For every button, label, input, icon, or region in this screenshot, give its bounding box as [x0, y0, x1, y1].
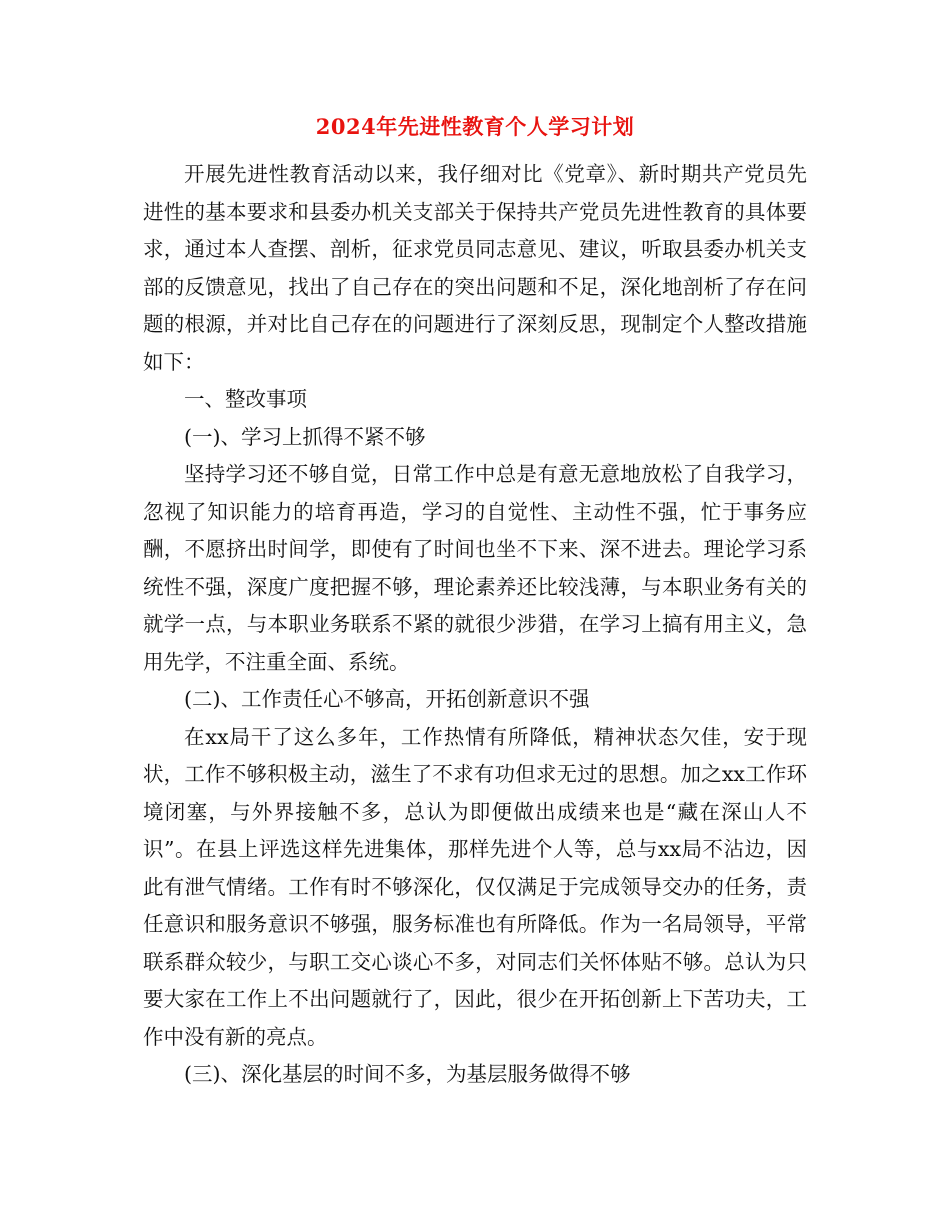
document-title: 2024年先进性教育个人学习计划 — [315, 114, 635, 139]
paragraph-responsibility: 在xx局干了这么多年，工作热情有所降低，精神状态欠佳，安于现状，工作不够积极主动，滋生了不求有功但求无过的思想。加之xx工作环境闭塞，与外界接触不多，总认为即便做出成绩来也是“藏在深山人不识”。在县上评选这样先进集体，那样先进个人等，总与xx局不沾边，因此有泄气情绪。工作有时不够深化，仅仅满足于完成领导交办的任务，责任意识和服务意识不够强，服务标准也有所降低。作为一名局领导，平常联系群众较少，与职工交心谈心不多，对同志们关怀体贴不够。总认为只要大家在工作上不出问题就行了，因此，很少在开拓创新上下苦功夫，工作中没有新的亮点。 — [143, 724, 807, 1049]
paragraph-study: 坚持学习还不够自觉，日常工作中总是有意无意地放松了自我学习，忽视了知识能力的培育再造，学习的自觉性、主动性不强，忙于事务应酬，不愿挤出时间学，即使有了时间也坐不下来、深不进去。理论学习系统性不强，深度广度把握不够，理论素养还比较浅薄，与本职业务有关的就学一点，与本职业务联系不紧的就很少涉猎，在学习上搞有用主义，急用先学，不注重全面、系统。 — [143, 462, 807, 674]
subheading-study: (一)、学习上抓得不紧不够 — [184, 424, 426, 449]
paragraph-intro: 开展先进性教育活动以来，我仔细对比《党章》、新时期共产党员先进性的基本要求和县委办机关支部关于保持共产党员先进性教育的具体要求，通过本人查摆、剖析，征求党员同志意见、建议，听取县委办机关支部的反馈意见，找出了自己存在的突出问题和不足，深化地剖析了存在问题的根源，并对比自己存在的问题进行了深刻反思，现制定个人整改措施如下： — [143, 162, 807, 374]
subheading-responsibility: (二)、工作责任心不够高，开拓创新意识不强 — [184, 687, 590, 711]
subheading-grassroots: (三)、深化基层的时间不多，为基层服务做得不够 — [184, 1062, 631, 1086]
section-heading-rectification: 一、整改事项 — [184, 387, 307, 411]
document-body — [143, 156, 807, 1094]
